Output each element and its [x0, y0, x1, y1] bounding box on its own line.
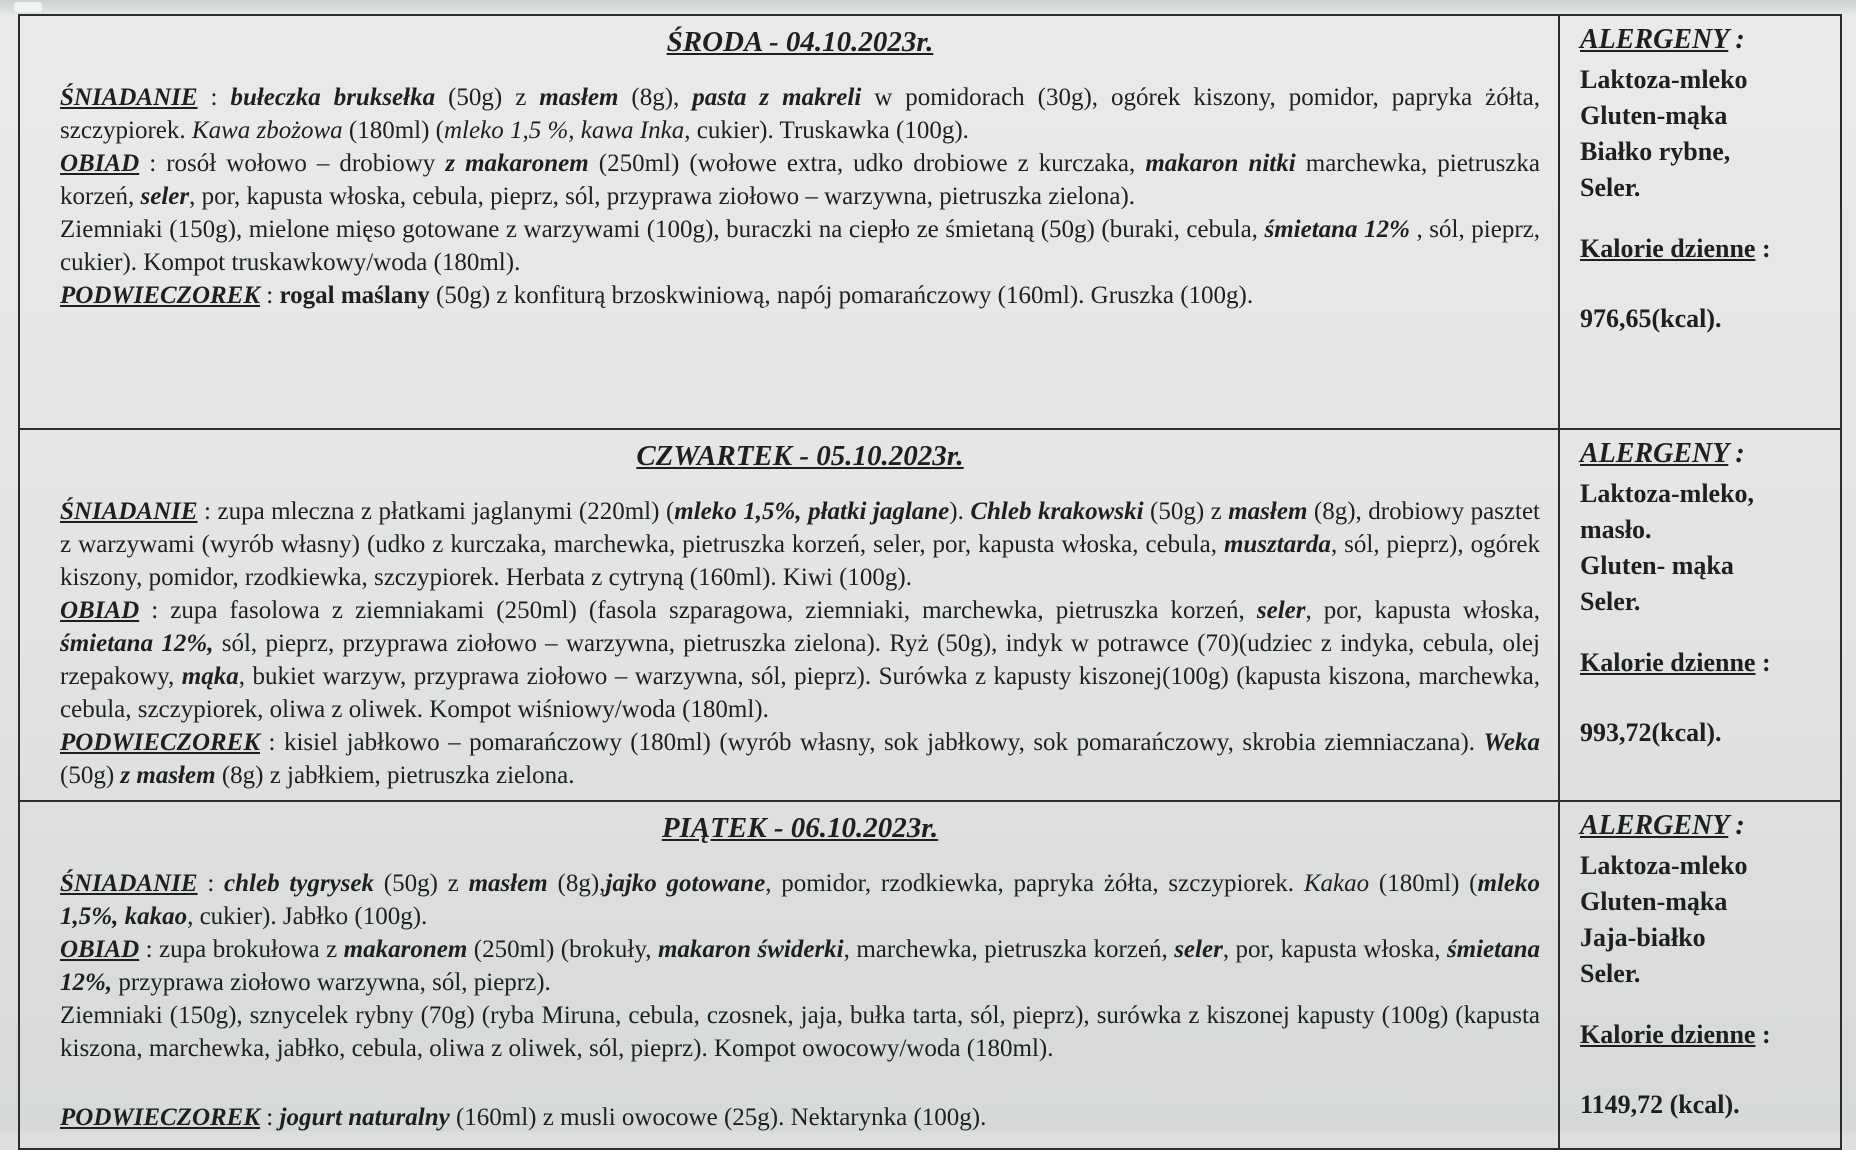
allergen-item: Seler. — [1580, 587, 1641, 616]
snack-segment: (50g) z konfiturą brzoskwiniową, napój pomarańczowy (160ml). Gruszka (100g). — [429, 282, 1254, 309]
day-menu-cell — [19, 801, 1559, 1149]
breakfast-segment: (50g) z — [435, 84, 540, 111]
lunch-segment: sól, pieprz, przyprawa ziołowo – warzywna, pietruszka zielona). Ryż (50g), indyk w potrawce (70)(udziec z indyka, cebula, olej rzepakowy, — [60, 630, 1540, 690]
lunch-second-course — [60, 213, 1540, 279]
allergen-item: Gluten- mąka — [1580, 551, 1734, 580]
snack-label: PODWIECZOREK — [60, 1104, 261, 1131]
allergens-cell — [1559, 429, 1841, 801]
breakfast-label: ŚNIADANIE — [60, 870, 198, 897]
lunch-text — [60, 936, 1540, 996]
allergen-item: Jaja-białko — [1580, 923, 1706, 952]
breakfast-segment: (8g), drobiowy pasztet z warzywami (wyrób własny) (udko z kurczaka, marchewka, pietruszka korzeń, seler, por, kapusta włoska, cebula, — [60, 498, 1540, 558]
calories-heading: Kalorie dzienne : — [1580, 234, 1771, 263]
lunch-segment: , por, kapusta włoska, cebula, pieprz, sól, przyprawa ziołowo – warzywna, pietruszka zielona). — [189, 183, 1136, 210]
breakfast-paragraph — [60, 495, 1540, 594]
allergens-title: ALERGENY — [1580, 810, 1729, 841]
day-row — [19, 15, 1841, 429]
lunch2-segment: śmietana 12% — [1264, 216, 1410, 243]
lunch-segment: : zupa brokułowa z — [139, 936, 344, 963]
lunch2-segment: Ziemniaki (150g), mielone mięso gotowane z warzywami (100g), buraczki na ciepło ze śmietaną (50g) (buraki, cebula, — [60, 216, 1265, 243]
allergen-item: Seler. — [1580, 173, 1641, 202]
calories-heading: Kalorie dzienne : — [1580, 648, 1771, 677]
allergens-heading: ALERGENY : — [1580, 810, 1745, 841]
breakfast-segment: (8g), — [618, 84, 693, 111]
breakfast-text — [60, 84, 1540, 144]
lunch-paragraph — [60, 933, 1540, 999]
calories-value: 976,65(kcal). — [1580, 304, 1722, 333]
breakfast-segment: masłem — [1228, 498, 1308, 525]
snack-text — [260, 1104, 986, 1131]
allergen-item: Seler. — [1580, 959, 1641, 988]
day-title: ŚRODA - 04.10.2023r. — [666, 26, 934, 58]
breakfast-label: ŚNIADANIE — [60, 498, 198, 525]
lunch-label: OBIAD — [60, 936, 140, 963]
allergen-item: Laktoza-mleko — [1580, 65, 1748, 94]
allergens-cell — [1559, 801, 1841, 1149]
day-menu-cell — [19, 15, 1559, 429]
snack-segment: : — [260, 1104, 280, 1131]
allergens-heading: ALERGENY : — [1580, 24, 1745, 55]
allergens-list — [1580, 476, 1826, 620]
snack-paragraph — [60, 726, 1540, 792]
lunch-segment: (250ml) (brokuły, — [467, 936, 658, 963]
lunch-segment: seler — [1256, 597, 1306, 624]
snack-text — [60, 729, 1540, 789]
snack-segment: Weka — [1483, 729, 1540, 756]
snack-label: PODWIECZOREK — [60, 729, 261, 756]
lunch-segment: z makaronem — [445, 150, 589, 177]
lunch-segment: : zupa fasolowa z ziemniakami (250ml) (fasola szparagowa, ziemniaki, marchewka, pietruszka korzeń, — [139, 597, 1257, 624]
calories-label: Kalorie dzienne — [1580, 648, 1756, 677]
breakfast-paragraph — [60, 867, 1540, 933]
allergens-list — [1580, 62, 1826, 206]
breakfast-segment: : zupa mleczna z płatkami jaglanymi (220ml) ( — [197, 498, 675, 525]
breakfast-segment: (8g), — [547, 870, 606, 897]
snack-segment: (50g) — [60, 762, 121, 789]
snack-paragraph — [60, 1101, 1540, 1134]
lunch2-segment: Ziemniaki (150g), sznycelek rybny (70g) (ryba Miruna, cebula, czosnek, jaja, bułka tarta, sól, pieprz), surówka z kiszonej kapusty (100g) (kapusta kiszona, marchewka, jabłko, cebula, oliwa z oliwek, sól, pieprz). Kompot owocowy/woda (180ml). — [60, 1002, 1540, 1062]
breakfast-segment: (180ml) ( — [342, 117, 444, 144]
breakfast-segment: , cukier). Truskawka (100g). — [684, 117, 969, 144]
lunch-segment: przyprawa ziołowo warzywna, sól, pieprz). — [112, 969, 551, 996]
breakfast-segment: (180ml) ( — [1369, 870, 1478, 897]
lunch-segment: śmietana 12%, — [60, 630, 214, 657]
day-row — [19, 801, 1841, 1149]
snack-segment: : — [260, 282, 280, 309]
breakfast-text — [60, 498, 1540, 591]
lunch-text — [60, 597, 1540, 723]
calories-heading: Kalorie dzienne : — [1580, 1020, 1771, 1049]
breakfast-segment: musztarda — [1223, 531, 1331, 558]
calories-label: Kalorie dzienne — [1580, 1020, 1756, 1049]
lunch-segment: , por, kapusta włoska, — [1305, 597, 1540, 624]
allergen-item: Laktoza-mleko — [1580, 851, 1748, 880]
breakfast-segment: chleb tygrysek — [224, 870, 375, 897]
snack-text — [260, 282, 1253, 309]
snack-segment: (8g) z jabłkiem, pietruszka zielona. — [215, 762, 575, 789]
lunch-segment: seler — [140, 183, 190, 210]
lunch-segment: makaron świderki — [657, 936, 844, 963]
breakfast-segment: Kawa zbożowa — [191, 117, 343, 144]
breakfast-segment: , sól, pieprz), ogórek kiszony, pomidor, rzodkiewka, szczypiorek. Herbata z cytryną (160ml). Kiwi (100g). — [60, 531, 1540, 591]
window-top-edge — [0, 0, 1856, 14]
calories-value: 993,72(kcal). — [1580, 718, 1722, 747]
day-menu-cell — [19, 429, 1559, 801]
lunch-segment: marchewka, pietruszka korzeń, — [60, 150, 1540, 210]
snack-segment: (160ml) z musli owocowe (25g). Nektarynka (100g). — [449, 1104, 987, 1131]
day-title: PIĄTEK - 06.10.2023r. — [661, 812, 939, 844]
lunch-segment: : rosół wołowo – drobiowy — [139, 150, 446, 177]
allergens-cell — [1559, 15, 1841, 429]
snack-spacer — [60, 1065, 1540, 1101]
allergen-item: Gluten-mąka — [1580, 887, 1728, 916]
breakfast-segment: (50g) z — [1143, 498, 1229, 525]
allergens-title: ALERGENY — [1580, 438, 1729, 469]
breakfast-segment: mleko 1,5 %, kawa Inka — [444, 117, 685, 144]
day-row — [19, 429, 1841, 801]
lunch-segment: makaron nitki — [1145, 150, 1296, 177]
breakfast-segment: masłem — [539, 84, 619, 111]
breakfast-segment: jajko gotowane — [605, 870, 766, 897]
allergen-item: masło. — [1580, 515, 1652, 544]
lunch-label: OBIAD — [60, 597, 140, 624]
weekly-menu-table — [18, 14, 1842, 1150]
lunch-segment: , marchewka, pietruszka korzeń, — [843, 936, 1175, 963]
breakfast-segment: , pomidor, rzodkiewka, papryka żółta, szczypiorek. — [765, 870, 1304, 897]
breakfast-segment: : — [197, 870, 225, 897]
breakfast-paragraph — [60, 81, 1540, 147]
snack-segment: : kisiel jabłkowo – pomarańczowy (180ml) (wyrób własny, sok jabłkowy, sok pomarańczowy, skrobia ziemniaczana). — [260, 729, 1484, 756]
allergens-heading: ALERGENY : — [1580, 438, 1745, 469]
snack-segment: z masłem — [120, 762, 216, 789]
breakfast-segment: Kakao — [1303, 870, 1370, 897]
lunch-segment: mąka — [181, 663, 239, 690]
breakfast-text — [60, 870, 1540, 930]
breakfast-segment: (50g) z — [374, 870, 469, 897]
breakfast-segment: mleko 1,5%, płatki jaglane — [674, 498, 950, 525]
snack-segment: rogal maślany — [279, 282, 430, 309]
calories-label: Kalorie dzienne — [1580, 234, 1756, 263]
lunch-segment: , bukiet warzyw, przyprawa ziołowo – warzywna, sól, pieprz). Surówka z kapusty kiszonej(100g) (kapusta kiszona, marchewka, cebula, szczypiorek, oliwa z oliwek. Kompot wiśniowy/woda (180ml). — [60, 663, 1540, 723]
breakfast-label: ŚNIADANIE — [60, 84, 198, 111]
allergens-list — [1580, 848, 1826, 992]
lunch-label: OBIAD — [60, 150, 140, 177]
calories-value: 1149,72 (kcal). — [1580, 1090, 1740, 1119]
allergen-item: Laktoza-mleko, — [1580, 479, 1755, 508]
lunch-segment: (250ml) (wołowe extra, udko drobiowe z kurczaka, — [588, 150, 1146, 177]
day-title: CZWARTEK - 05.10.2023r. — [636, 440, 964, 472]
lunch-segment: , por, kapusta włoska, — [1222, 936, 1447, 963]
lunch-paragraph — [60, 594, 1540, 726]
lunch-segment: śmietana 12%, — [60, 936, 1541, 996]
breakfast-segment: pasta z makreli — [692, 84, 862, 111]
lunch-text — [60, 150, 1540, 210]
snack-paragraph — [60, 279, 1540, 312]
breakfast-segment: ). — [949, 498, 971, 525]
lunch-paragraph — [60, 147, 1540, 213]
breakfast-segment: bułeczka bruksełka — [230, 84, 436, 111]
breakfast-segment: : — [197, 84, 231, 111]
breakfast-segment: , cukier). Jabłko (100g). — [187, 903, 428, 930]
lunch-segment: seler — [1174, 936, 1223, 963]
lunch-segment: makaronem — [343, 936, 468, 963]
lunch-second-course — [60, 999, 1540, 1065]
breakfast-segment: masłem — [468, 870, 548, 897]
breakfast-segment: mleko 1,5%, kakao — [60, 870, 1540, 930]
allergen-item: Białko rybne, — [1580, 137, 1731, 166]
breakfast-segment: w pomidorach (30g), ogórek kiszony, pomidor, papryka żółta, szczypiorek. — [60, 84, 1541, 144]
allergen-item: Gluten-mąka — [1580, 101, 1728, 130]
allergens-title: ALERGENY — [1580, 24, 1729, 55]
ruler-marker-icon — [14, 2, 42, 12]
breakfast-segment: Chleb krakowski — [970, 498, 1144, 525]
snack-segment: jogurt naturalny — [279, 1104, 450, 1131]
lunch2-segment: , sól, pieprz, cukier). Kompot truskawkowy/woda (180ml). — [60, 216, 1540, 276]
snack-label: PODWIECZOREK — [60, 282, 261, 309]
